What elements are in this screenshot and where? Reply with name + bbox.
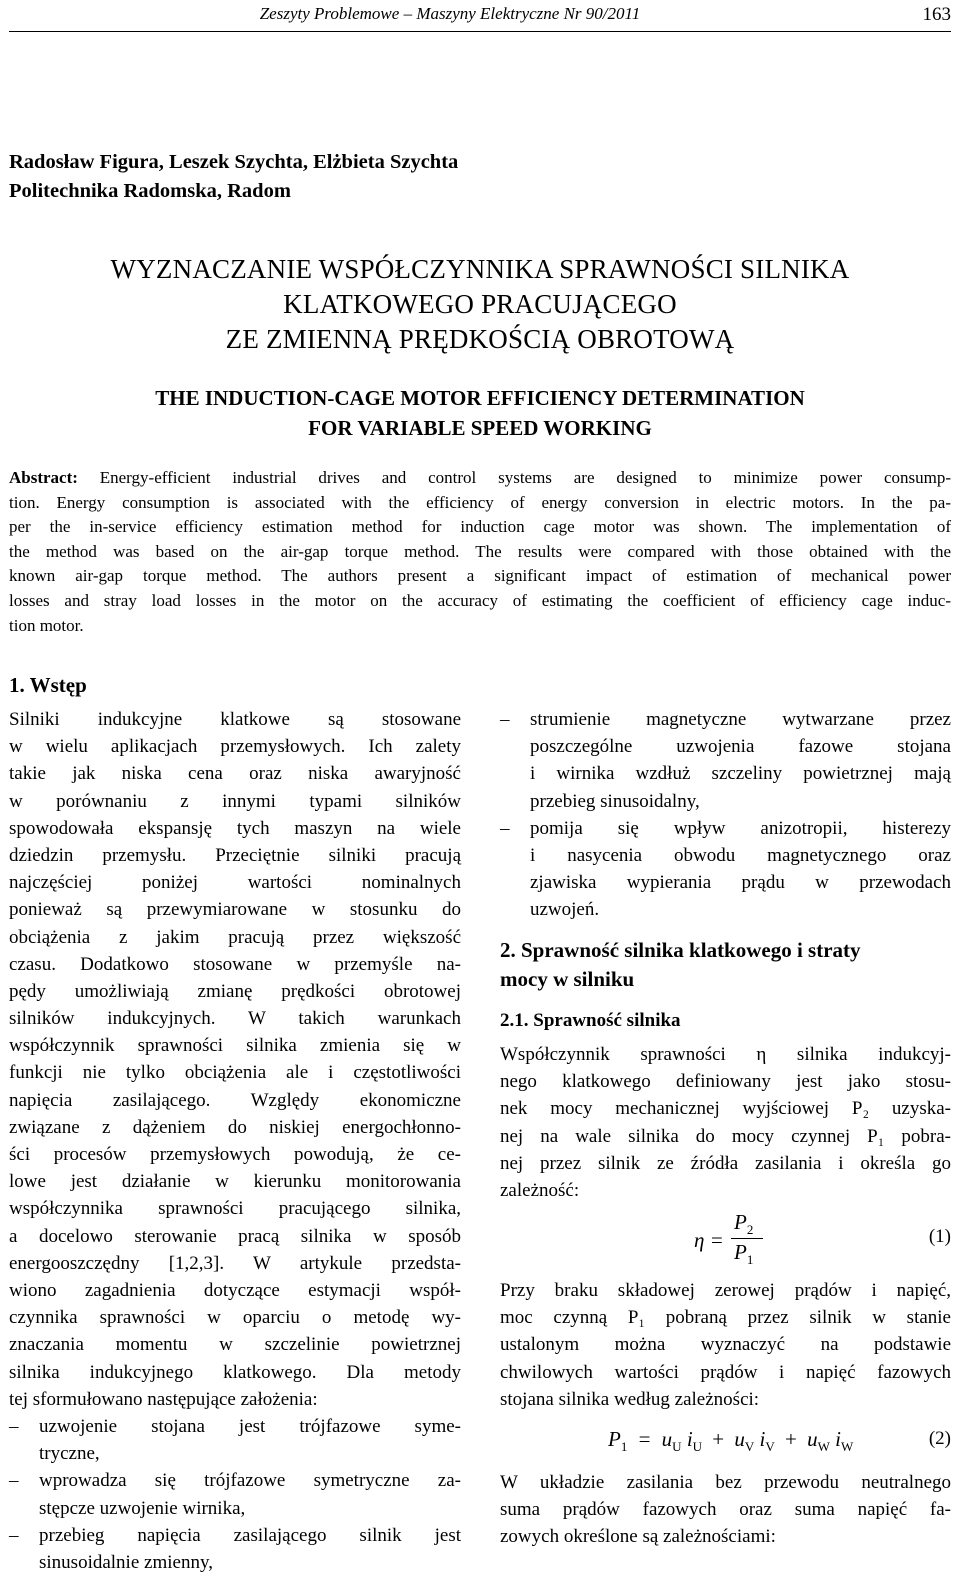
text-line: ustalonym można wyznaczyć na podstawie	[500, 1334, 951, 1356]
list-item-line: przebieg napięcia zasilającego silnik jest	[39, 1524, 461, 1546]
abstract-line: per the in-service efficiency estimation method for induction cage motor was shown. The implementation of	[9, 517, 951, 537]
equation-2	[608, 1427, 853, 1452]
list-item	[9, 1467, 461, 1521]
text-line: ponieważ są przewymiarowane w stosunku do	[9, 899, 461, 921]
list-item	[500, 706, 951, 815]
text-line: najczęściej poniżej wartości nominalnych	[9, 872, 461, 894]
text-line: chwilowych wartości prądów i napięć fazowych	[500, 1361, 951, 1383]
text-line: czasu. Dodatkowo stosowane w przemyśle na-	[9, 953, 461, 975]
voltage-symbol: u	[734, 1427, 745, 1451]
fraction-bar	[731, 1238, 763, 1239]
current-symbol: i	[835, 1427, 841, 1451]
list-item-line: poszczególne uzwojenia fazowe stojana	[530, 736, 951, 758]
abstract-text: Energy-efficient industrial drives and control systems are designed to minimize power consump-	[77, 468, 951, 487]
text-line: energooszczędny [1,2,3]. W artykule przedsta-	[9, 1252, 461, 1274]
text-line: dziedzin przemysłu. Przeciętnie silniki pracują	[9, 844, 461, 866]
dash-bullet-icon: –	[9, 1524, 19, 1546]
text-line: funkcji nie tylko obciążenia ale i częstotliwości	[9, 1062, 461, 1084]
list-item-line: pomija się wpływ anizotropii, histerezy	[530, 817, 951, 839]
text-line: związane z dążeniem do niskiej energochłonno-	[9, 1116, 461, 1138]
list-item-line: stępcze uzwojenie wirnika,	[39, 1497, 246, 1519]
numerator-subscript: 2	[746, 1222, 754, 1237]
neutral-paragraph	[500, 1469, 951, 1551]
header-rule	[9, 31, 951, 32]
equation-2-number: (2)	[928, 1428, 951, 1449]
current-subscript: W	[840, 1439, 854, 1454]
journal-title: Zeszyty Problemowe – Maszyny Elektryczne Nr 90/2011	[259, 4, 641, 23]
text-line: zależność:	[500, 1179, 580, 1201]
title-polish-line: KLATKOWEGO PRACUJĄCEGO	[283, 289, 677, 319]
section-heading-efficiency	[500, 936, 861, 994]
text-line: nej na wale silnika do mocy czynnej P₁ pobra-	[500, 1125, 951, 1147]
text-line: suma prądów fazowych oraz suma napięć fa-	[500, 1499, 951, 1521]
text-line: w wielu aplikacjach przemysłowych. Ich zalety	[9, 736, 461, 758]
equals-sign: =	[638, 1427, 651, 1451]
list-item-line: zjawiska wypierania prądu w przewodach	[530, 872, 951, 894]
current-subscript: V	[765, 1439, 775, 1454]
text-line: moc czynną P₁ pobraną przez silnik w stanie	[500, 1307, 951, 1329]
dash-bullet-icon: –	[9, 1470, 19, 1492]
abstract-line: tion. Energy consumption is associated with the efficiency of energy conversion in electric motors. In the pa-	[9, 492, 951, 512]
title-english-line: FOR VARIABLE SPEED WORKING	[308, 416, 652, 440]
list-item-line: wprowadza się trójfazowe symetryczne za-	[39, 1470, 461, 1492]
voltage-symbol: u	[807, 1427, 818, 1451]
list-item-line: uzwojenie stojana jest trójfazowe syme-	[39, 1416, 461, 1437]
dash-bullet-icon: –	[9, 1416, 19, 1437]
text-line: w porównaniu z innymi typami silników	[9, 790, 461, 812]
text-line: zowych określone są zależnościami:	[500, 1526, 776, 1548]
text-line: ści procesów przemysłowych powodują, że ce-	[9, 1144, 461, 1165]
abstract	[9, 466, 951, 638]
author-names: Radosław Figura, Leszek Szychta, Elżbieta Szychta	[9, 151, 459, 173]
list-item-line: przebieg sinusoidalny,	[530, 790, 700, 812]
text-line: Silniki indukcyjne klatkowe są stosowane	[9, 709, 461, 730]
current-subscript: U	[692, 1439, 703, 1454]
abstract-line: the method was based on the air-gap torque method. The results were compared with those obtained with the	[9, 541, 951, 561]
text-line: Przy braku składowej zerowej prądów i napięć,	[500, 1280, 951, 1301]
text-line: Współczynnik sprawności η silnika indukcyj-	[500, 1044, 951, 1065]
section-heading-introduction: 1. Wstęp	[9, 673, 87, 697]
text-line: współczynnika sprawności pracującego silnika,	[9, 1198, 461, 1220]
current-symbol: i	[686, 1427, 693, 1451]
text-line: pędy umożliwiają zmianę prędkości obrotowej	[9, 980, 461, 1002]
equation-1-lhs: η =	[694, 1228, 724, 1252]
text-line: takie jak niska cena oraz niska awaryjność	[9, 763, 461, 785]
list-item-line: sinusoidalnie zmienny,	[39, 1551, 213, 1573]
denominator-symbol: P	[734, 1240, 747, 1264]
text-line: a docelowo sterowanie pracą silnika w sposób	[9, 1225, 461, 1247]
dash-bullet-icon: –	[500, 709, 510, 730]
list-item	[9, 1413, 461, 1467]
dash-bullet-icon: –	[500, 817, 510, 839]
current-symbol: i	[759, 1427, 766, 1451]
list-item-line: tryczne,	[39, 1443, 100, 1465]
denominator-subscript: 1	[746, 1252, 754, 1267]
text-line: obciążenia z jakim pracują przez większość	[9, 926, 461, 948]
text-line: W układzie zasilania bez przewodu neutralnego	[500, 1472, 951, 1493]
efficiency-paragraph	[500, 1041, 951, 1204]
subsection-heading: 2.1. Sprawność silnika	[500, 1010, 681, 1031]
text-line: czynnika sprawności w oparciu o metodę wy-	[9, 1307, 461, 1329]
power-subscript: 1	[620, 1439, 628, 1454]
title-polish-line: WYZNACZANIE WSPÓŁCZYNNIKA SPRAWNOŚCI SILNIKA	[110, 254, 850, 284]
abstract-line	[9, 466, 951, 491]
text-line: silników indukcyjnych. W takich warunkach	[9, 1008, 461, 1030]
voltage-symbol: u	[661, 1427, 673, 1451]
equation-1	[694, 1210, 814, 1268]
text-line: znaczania momentu w szczelinie powietrznej	[9, 1334, 461, 1356]
text-line: nej przez silnik ze źródła zasilania i określa go	[500, 1152, 951, 1174]
title-english	[0, 383, 960, 443]
plus-sign: +	[785, 1427, 797, 1451]
section-heading-line: 2. Sprawność silnika klatkowego i straty	[500, 938, 861, 962]
text-line: spowodowała ekspansję tych maszyn na wiele	[9, 817, 461, 839]
text-line: współczynnik sprawności silnika zmienia się w	[9, 1035, 461, 1057]
introduction-paragraph	[9, 706, 461, 1413]
text-line: nek mocy mechanicznej wyjściowej P₂ uzyska-	[500, 1098, 951, 1120]
list-item	[9, 1522, 461, 1576]
voltage-subscript: V	[744, 1439, 755, 1454]
assumptions-list-right	[500, 706, 951, 924]
title-polish	[0, 252, 960, 357]
equation-1-numerator	[734, 1210, 753, 1235]
text-line: wiono zagadnienia dotyczące estymacji współ-	[9, 1279, 461, 1301]
list-item-line: strumienie magnetyczne wytwarzane przez	[530, 709, 951, 730]
authors-block	[9, 148, 458, 206]
numerator-symbol: P	[734, 1210, 747, 1234]
section-heading-line: mocy w silniku	[500, 967, 635, 991]
text-line: lowe jest działanie w kierunku monitorowania	[9, 1171, 461, 1193]
voltage-subscript: W	[817, 1439, 830, 1454]
abstract-line: known air-gap torque method. The authors present a significant impact of estimation of mechanical power	[9, 566, 951, 586]
list-item-line: i wirnika wzdłuż szczeliny powietrznej mają	[530, 763, 951, 785]
abstract-line: tion motor.	[9, 615, 84, 635]
text-line: stojana silnika według zależności:	[500, 1388, 760, 1410]
abstract-line: losses and stray load losses in the motor on the accuracy of estimating the coefficient of efficiency cage induc-	[9, 590, 951, 610]
text-line: napięcia zasilającego. Względy ekonomiczne	[9, 1089, 461, 1111]
equation-1-number: (1)	[928, 1226, 951, 1247]
plus-sign: +	[712, 1427, 725, 1451]
list-item	[500, 815, 951, 924]
title-polish-line: ZE ZMIENNĄ PRĘDKOŚCIĄ OBROTOWĄ	[225, 324, 735, 354]
text-line: silnika indukcyjnego klatkowego. Dla metody	[9, 1361, 461, 1383]
title-english-line: THE INDUCTION-CAGE MOTOR EFFICIENCY DETERMINATION	[155, 386, 805, 410]
voltage-subscript: U	[672, 1439, 682, 1454]
running-header	[0, 2, 960, 30]
author-affiliation: Politechnika Radomska, Radom	[9, 180, 291, 202]
text-line: tej sformułowano następujące założenia:	[9, 1388, 318, 1410]
power-symbol: P	[608, 1427, 621, 1451]
list-item-line: i nasycenia obwodu magnetycznego oraz	[530, 844, 951, 866]
abstract-label: Abstract:	[9, 468, 78, 487]
equation-1-denominator	[734, 1240, 753, 1265]
page-number: 163	[922, 4, 951, 25]
text-line: nego klatkowego definiowany jest jako stosu-	[500, 1071, 951, 1093]
active-power-paragraph	[500, 1277, 951, 1413]
list-item-line: uzwojeń.	[530, 899, 600, 921]
assumptions-list-left	[9, 1413, 461, 1576]
